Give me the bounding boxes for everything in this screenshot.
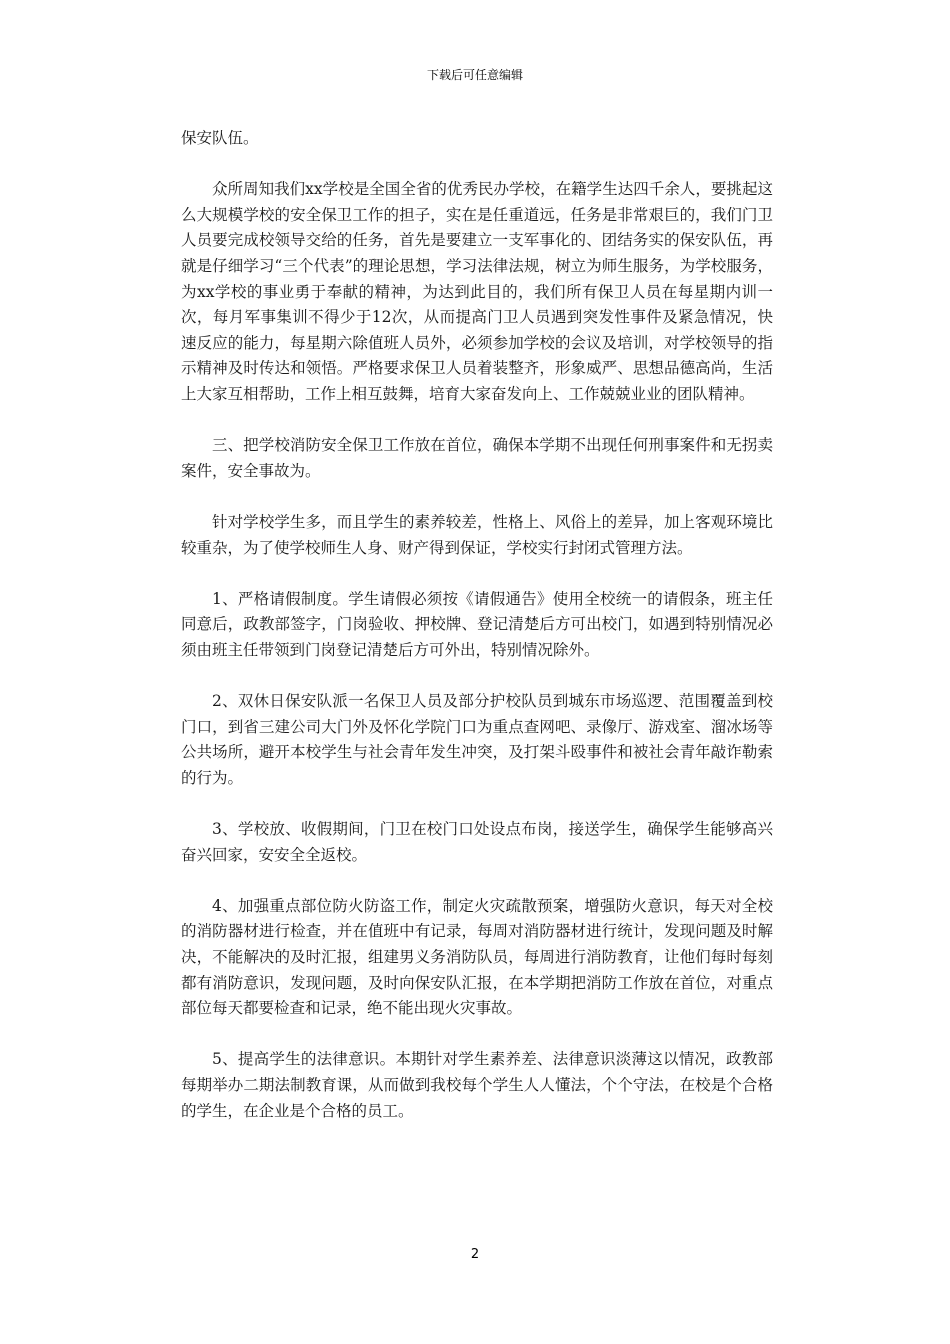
paragraph-item-2: 2、双休日保安队派一名保卫人员及部分护校队员到城东市场巡逻、范围覆盖到校门口，到省三建公司大门外及怀化学院门口为重点查网吧、录像厅、游戏室、溜冰场等公共场所，避开本校学生与社会青年发生冲突，及打架斗殴事件和被社会青年敲诈勒索的行为。 xyxy=(181,692,773,787)
paragraph-closed-management: 针对学校学生多，而且学生的素养较差，性格上、风俗上的差异，加上客观环境比较重杂，为了使学校师生人身、财产得到保证，学校实行封闭式管理方法。 xyxy=(181,512,773,557)
paragraph-continuation: 保安队伍。 xyxy=(181,129,259,147)
paragraph-item-4: 4、加强重点部位防火防盗工作，制定火灾疏散预案，增强防火意识，每天对全校的消防器材进行检查，并在值班中有记录，每周对消防器材进行统计，发现问题及时解决，不能解决的及时汇报，组建男义务消防队员，每周进行消防教育，让他们每时每刻都有消防意识，发现问题，及时向保安队汇报，在本学期把消防工作放在首位，对重点部位每天都要检查和记录，绝不能出现火灾事故。 xyxy=(181,896,773,1018)
page-header: 下载后可任意编辑 xyxy=(426,68,523,82)
document-body xyxy=(181,126,773,1150)
paragraph-item-1: 1、严格请假制度。学生请假必须按《请假通告》使用全校统一的请假条，班主任同意后，政教部签字，门岗验收、押校牌、登记清楚后方可出校门，如遇到特别情况必须由班主任带领到门岗登记清楚后方可外出，特别情况除外。 xyxy=(181,589,773,659)
paragraph-item-3: 3、学校放、收假期间，门卫在校门口处设点布岗，接送学生，确保学生能够高兴奋兴回家，安安全全返校。 xyxy=(181,820,773,864)
paragraph-section-three: 三、把学校消防安全保卫工作放在首位，确保本学期不出现任何刑事案件和无拐卖案件，安全事故为。 xyxy=(181,436,773,480)
paragraph-security-team: 众所周知我们xx学校是全国全省的优秀民办学校，在籍学生达四千余人，要挑起这么大规模学校的安全保卫工作的担子，实在是任重道远，任务是非常艰巨的，我们门卫人员要完成校领导交给的任务，首先是要建立一支军事化的、团结务实的保安队伍，再就是仔细学习“三个代表”的理论思想，学习法律法规，树立为师生服务，为学校服务，为xx学校的事业勇于奉献的精神，为达到此目的，我们所有保卫人员在每星期内训一次，每月军事集训不得少于12次，从而提高门卫人员遇到突发性事件及紧急情况，快速反应的能力，每星期六除值班人员外，必须参加学校的会议及培训，对学校领导的指示精神及时传达和领悟。严格要求保卫人员着装整齐，形象威严、思想品德高尚，生活上大家互相帮助，工作上相互鼓舞，培育大家奋发向上、工作兢兢业业的团队精神。 xyxy=(181,180,773,403)
paragraph-item-5: 5、提高学生的法律意识。本期针对学生素养差、法律意识淡薄这以情况，政教部每期举办二期法制教育课，从而做到我校每个学生人人懂法，个个守法，在校是个合格的学生，在企业是个合格的员工。 xyxy=(181,1050,773,1120)
page-number: 2 xyxy=(470,1247,480,1262)
